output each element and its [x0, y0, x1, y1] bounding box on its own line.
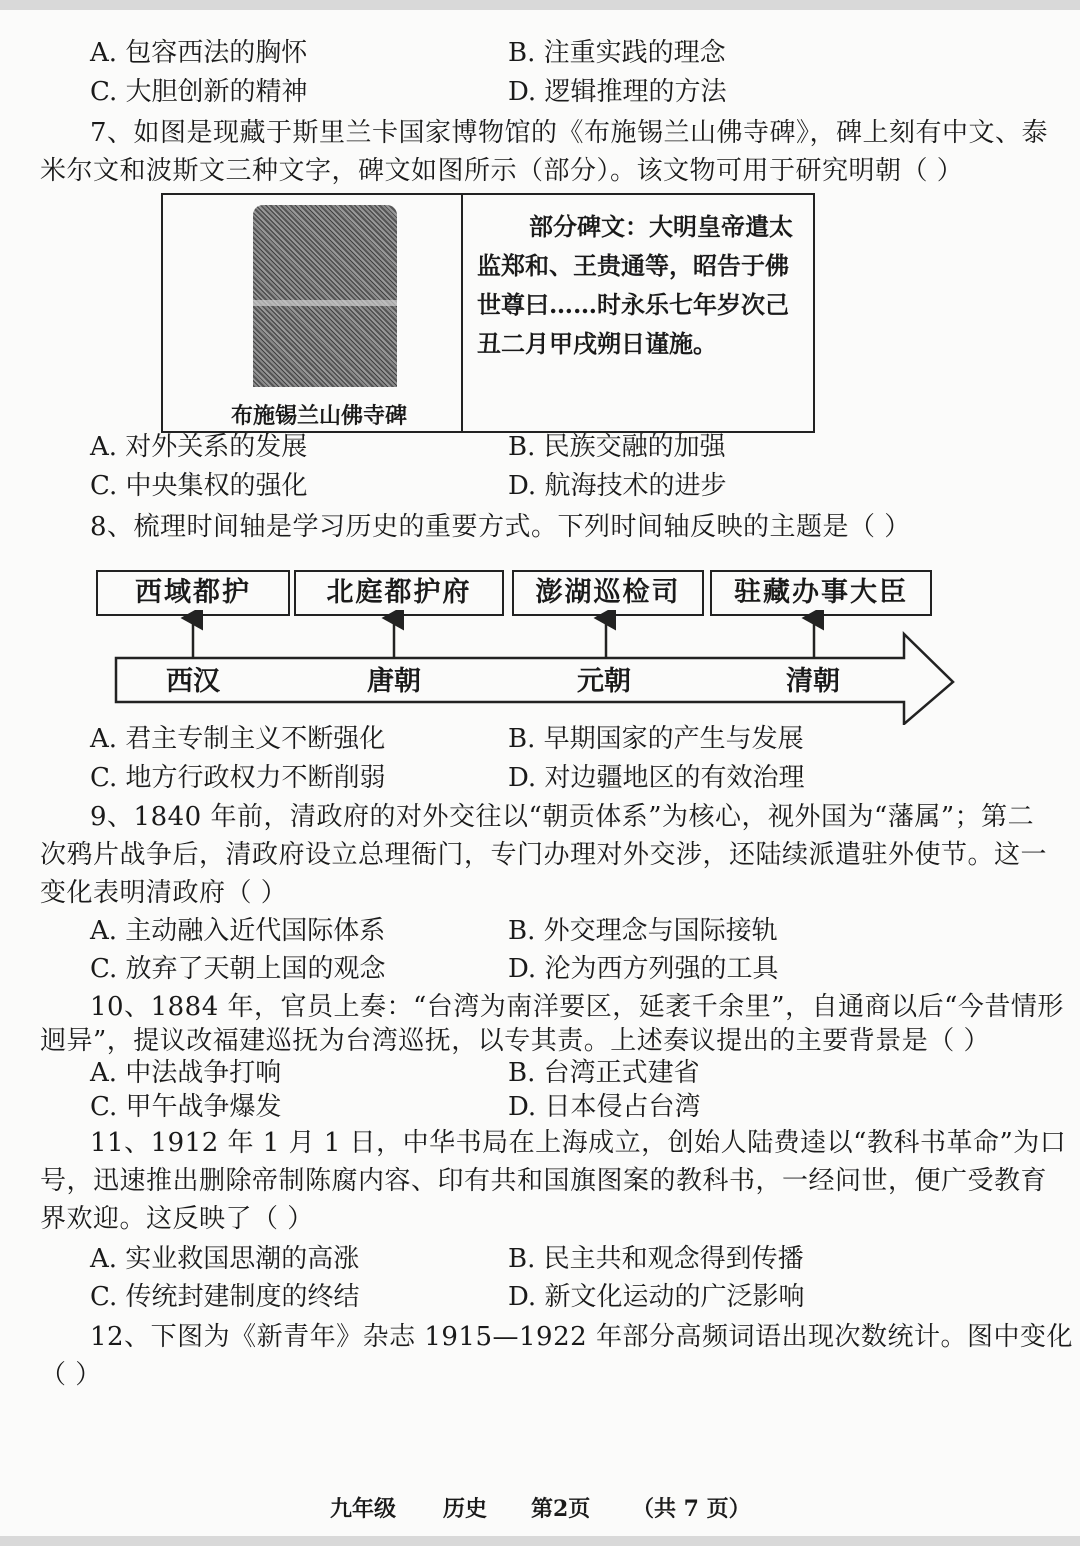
stele-caption: 布施锡兰山佛寺碑	[231, 403, 408, 429]
q10-option-a: A. 中法战争打响	[90, 1058, 282, 1088]
footer-total-pages: （共 7 页）	[632, 1496, 751, 1522]
q9-stem-line2: 次鸦片战争后，清政府设立总理衙门，专门办理对外交涉，还陆续派遣驻外使节。这一	[40, 840, 1048, 870]
q11-stem-line2: 号，迅速推出删除帝制陈腐内容、印有共和国旗图案的教科书，一经问世，便广受教育	[40, 1166, 1048, 1196]
q9-option-d: D. 沦为西方列强的工具	[508, 954, 779, 984]
q8-option-a: A. 君主专制主义不断强化	[90, 724, 386, 754]
q7-stem-line1: 7、如图是现藏于斯里兰卡国家博物馆的《布施锡兰山佛寺碑》，碑上刻有中文、泰	[90, 118, 1049, 148]
q6-option-d: D. 逻辑推理的方法	[508, 77, 727, 107]
exam-page	[0, 10, 1080, 1536]
q11-stem-line3: 界欢迎。这反映了（ ）	[40, 1204, 314, 1234]
timeline-era-4: 清朝	[786, 666, 840, 697]
timeline-era-1: 西汉	[166, 666, 220, 697]
q9-option-a: A. 主动融入近代国际体系	[90, 916, 386, 946]
timeline-arrow-graphic	[0, 610, 1080, 725]
q11-option-b: B. 民主共和观念得到传播	[508, 1244, 804, 1274]
q9-option-c: C. 放弃了天朝上国的观念	[90, 954, 386, 984]
q11-option-d: D. 新文化运动的广泛影响	[508, 1282, 805, 1312]
q7-figure-box	[161, 193, 815, 433]
inscription-text: 部分碑文：大明皇帝遣太监郑和、王贵通等，昭告于佛世尊曰……时永乐七年岁次己丑二月甲戌朔日谨施。	[477, 212, 793, 358]
q9-stem-line1: 9、1840 年前，清政府的对外交往以“朝贡体系”为核心，视外国为“藩属”；第二	[90, 802, 1035, 832]
timeline-era-3: 元朝	[577, 666, 631, 697]
q9-option-b: B. 外交理念与国际接轨	[508, 916, 778, 946]
timeline-era-2: 唐朝	[367, 666, 421, 697]
q10-option-b: B. 台湾正式建省	[508, 1058, 700, 1088]
q7-option-c: C. 中央集权的强化	[90, 471, 308, 501]
timeline-box-1: 西域都护	[96, 570, 290, 616]
q6-option-b: B. 注重实践的理念	[508, 38, 726, 68]
q8-option-d: D. 对边疆地区的有效治理	[508, 763, 805, 793]
timeline-box-4: 驻藏办事大臣	[710, 570, 932, 616]
q11-option-a: A. 实业救国思潮的高涨	[90, 1244, 360, 1274]
q6-option-a: A. 包容西法的胸怀	[90, 38, 308, 68]
footer-subject: 历史	[443, 1496, 488, 1522]
q12-stem-line1: 12、下图为《新青年》杂志 1915—1922 年部分高频词语出现次数统计。图中变化	[90, 1322, 1073, 1352]
q11-option-c: C. 传统封建制度的终结	[90, 1282, 360, 1312]
q11-stem-line1: 11、1912 年 1 月 1 日，中华书局在上海成立，创始人陆费逵以“教科书革命”为口	[90, 1128, 1067, 1158]
q7-option-d: D. 航海技术的进步	[508, 471, 727, 501]
figure-divider	[461, 195, 463, 431]
q8-option-c: C. 地方行政权力不断削弱	[90, 763, 386, 793]
q8-stem: 8、梳理时间轴是学习历史的重要方式。下列时间轴反映的主题是（ ）	[90, 512, 911, 542]
q12-stem-line2: （ ）	[40, 1360, 102, 1390]
q7-option-a: A. 对外关系的发展	[90, 432, 308, 462]
q10-stem-line1: 10、1884 年，官员上奏：“台湾为南洋要区，延袤千余里”，自通商以后“今昔情形	[90, 992, 1064, 1022]
q9-stem-line3: 变化表明清政府（ ）	[40, 878, 288, 908]
stele-photo	[253, 205, 397, 387]
q7-option-b: B. 民族交融的加强	[508, 432, 726, 462]
q7-stem-line2: 米尔文和波斯文三种文字，碑文如图所示（部分）。该文物可用于研究明朝（ ）	[40, 156, 964, 186]
timeline-box-3: 澎湖巡检司	[512, 570, 704, 616]
q10-option-d: D. 日本侵占台湾	[508, 1092, 701, 1122]
footer-grade: 九年级	[330, 1496, 397, 1522]
q10-stem-line2: 迥异”，提议改福建巡抚为台湾巡抚，以专其责。上述奏议提出的主要背景是（ ）	[40, 1026, 991, 1056]
q10-option-c: C. 甲午战争爆发	[90, 1092, 282, 1122]
q6-option-c: C. 大胆创新的精神	[90, 77, 308, 107]
footer-page-number: 第2页	[531, 1496, 591, 1522]
q8-option-b: B. 早期国家的产生与发展	[508, 724, 804, 754]
timeline-box-2: 北庭都护府	[294, 570, 504, 616]
